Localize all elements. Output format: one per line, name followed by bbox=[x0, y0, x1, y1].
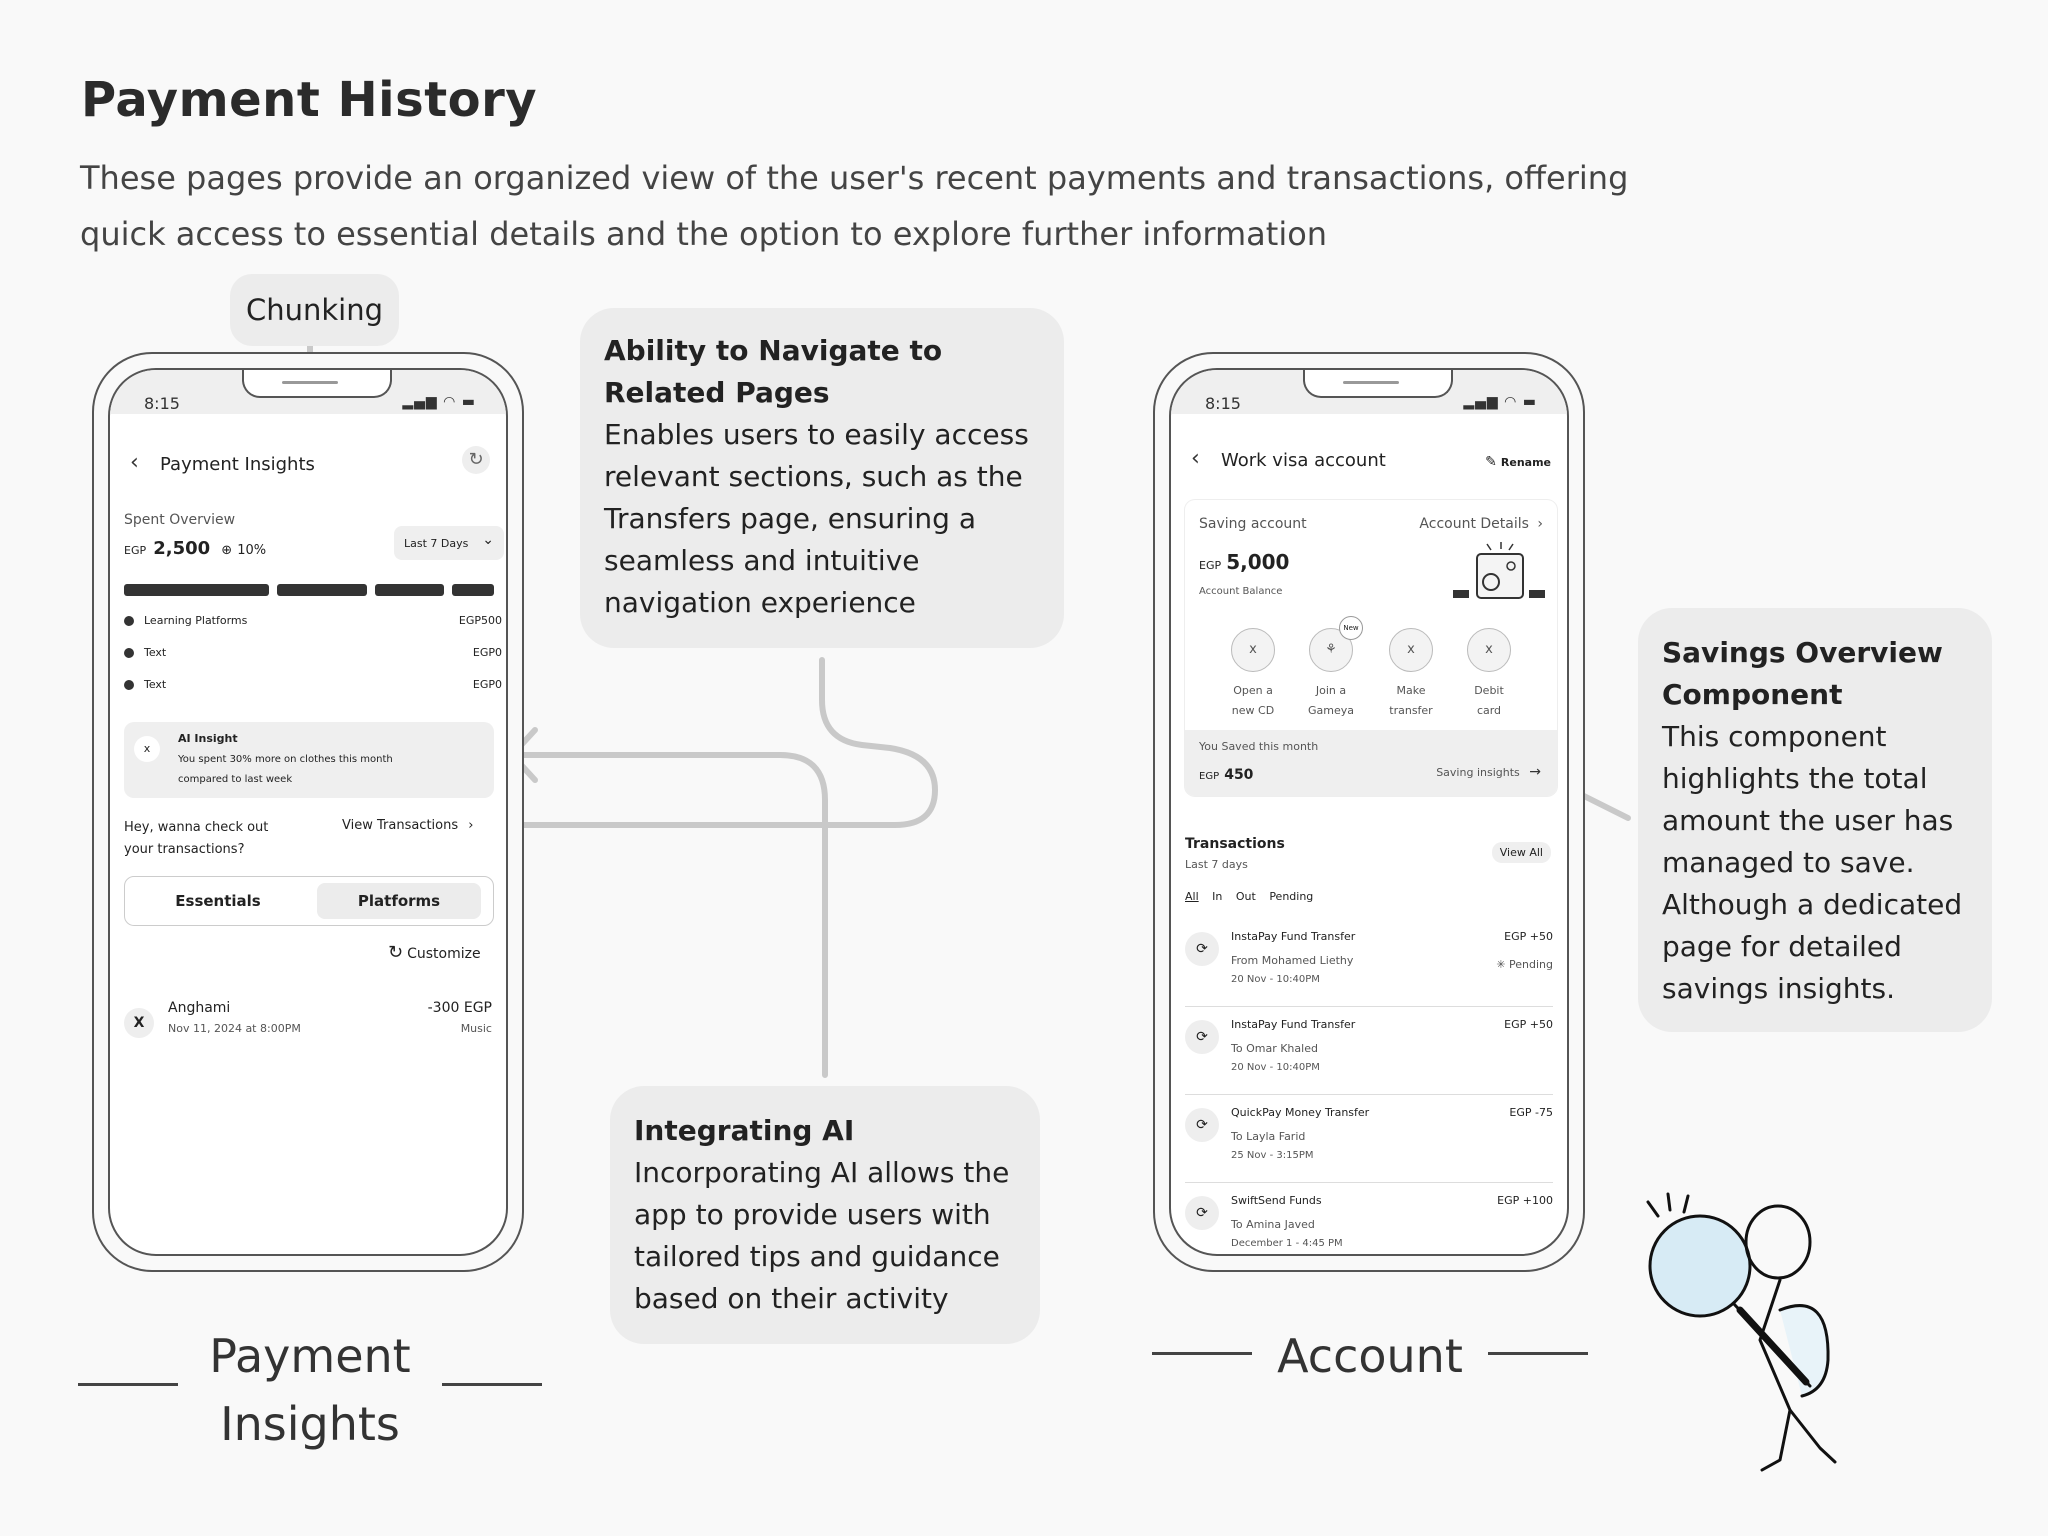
phone-notch bbox=[242, 370, 392, 398]
tab-platforms[interactable]: Platforms bbox=[317, 883, 481, 919]
category-row: Text EGP0 bbox=[124, 678, 502, 691]
transfer-icon: ⟳ bbox=[1185, 1108, 1219, 1142]
category-row: Text EGP0 bbox=[124, 646, 502, 659]
transfer-icon: ⟳ bbox=[1185, 1020, 1219, 1054]
savings-overview-card bbox=[1185, 500, 1557, 796]
back-icon[interactable]: ‹ bbox=[1191, 446, 1200, 471]
caption-rule bbox=[1488, 1352, 1588, 1355]
magnifier-character-illustration bbox=[1630, 1190, 1870, 1490]
transfer-icon: ⟳ bbox=[1185, 1196, 1219, 1230]
transaction-amount: EGP -75 bbox=[1509, 1106, 1553, 1119]
page-title: Payment History bbox=[81, 72, 538, 128]
transaction-title: InstaPay Fund Transfer bbox=[1231, 1018, 1356, 1031]
spend-bar-segment bbox=[124, 584, 269, 596]
transaction-title: InstaPay Fund Transfer bbox=[1231, 930, 1356, 943]
transactions-title: Transactions bbox=[1185, 836, 1285, 852]
account-details-link[interactable]: Account Details › bbox=[1419, 516, 1543, 532]
quick-action-label: card bbox=[1476, 704, 1502, 717]
check-transactions-text: your transactions? bbox=[124, 842, 245, 857]
phone-notch bbox=[1303, 370, 1453, 398]
transaction-row[interactable] bbox=[1185, 1184, 1553, 1256]
quick-action-label: Join a bbox=[1315, 684, 1347, 697]
quick-action-button[interactable]: x bbox=[1231, 628, 1275, 672]
transaction-filters bbox=[1185, 890, 1313, 903]
quick-action-button[interactable]: x bbox=[1467, 628, 1511, 672]
saving-account-label: Saving account bbox=[1199, 516, 1307, 532]
chevron-right-icon: › bbox=[468, 818, 474, 833]
transaction-row[interactable] bbox=[124, 998, 492, 1048]
ai-insight-card[interactable] bbox=[124, 722, 494, 798]
filter-pending[interactable]: Pending bbox=[1269, 890, 1314, 903]
filter-in[interactable]: In bbox=[1212, 890, 1223, 903]
transaction-date: 25 Nov - 3:15PM bbox=[1231, 1150, 1314, 1161]
segment-tabs bbox=[124, 876, 494, 926]
caption-account: Account bbox=[1277, 1329, 1463, 1383]
transaction-amount: EGP +50 bbox=[1504, 1018, 1553, 1031]
ai-insight-text: compared to last week bbox=[178, 774, 293, 785]
transaction-title: SwiftSend Funds bbox=[1231, 1194, 1322, 1207]
range-select[interactable]: Last 7 Days ⌄ bbox=[394, 526, 504, 560]
chevron-down-icon: ⌄ bbox=[482, 532, 494, 548]
account-balance: EGP 5,000 bbox=[1199, 550, 1290, 574]
spend-bar-segment bbox=[452, 584, 494, 596]
transaction-party: To Amina Javed bbox=[1231, 1218, 1315, 1231]
transaction-date: 20 Nov - 10:40PM bbox=[1231, 1062, 1320, 1073]
status-time: 8:15 bbox=[1205, 394, 1241, 413]
transfer-icon: ⟳ bbox=[1185, 932, 1219, 966]
caption-rule bbox=[1152, 1352, 1252, 1355]
phone-screen bbox=[108, 368, 508, 1256]
transaction-amount: -300 EGP bbox=[427, 1000, 492, 1016]
category-dot bbox=[124, 648, 134, 658]
people-icon[interactable]: ⚘ bbox=[1309, 628, 1353, 672]
chunking-label: Chunking bbox=[230, 274, 399, 346]
transaction-title: QuickPay Money Transfer bbox=[1231, 1106, 1370, 1119]
check-transactions-text: Hey, wanna check out bbox=[124, 820, 269, 835]
signal-icon: ▂▄▆ ◠ ▬ bbox=[1463, 394, 1537, 410]
saving-insights-link[interactable]: Saving insights → bbox=[1436, 764, 1541, 780]
trend-up-icon: ⊕ bbox=[221, 543, 233, 558]
callout-savings bbox=[1638, 608, 1992, 1032]
spend-bar-segment bbox=[277, 584, 367, 596]
rename-button[interactable]: ✎ Rename bbox=[1485, 454, 1551, 470]
ai-insight-text: You spent 30% more on clothes this month bbox=[178, 754, 393, 765]
callout-navigate bbox=[580, 308, 1064, 648]
phone-account bbox=[1153, 352, 1585, 1272]
transaction-row[interactable] bbox=[1185, 1096, 1553, 1183]
tab-essentials[interactable]: Essentials bbox=[175, 892, 261, 910]
status-time: 8:15 bbox=[144, 394, 180, 413]
phone-screen bbox=[1169, 368, 1569, 1256]
signal-icon: ▂▄▆ ◠ ▬ bbox=[402, 394, 476, 410]
quick-action-label: Make bbox=[1396, 684, 1426, 697]
back-icon[interactable]: ‹ bbox=[130, 450, 139, 475]
quick-action-label: Debit bbox=[1474, 684, 1504, 697]
screen-title: Work visa account bbox=[1221, 450, 1386, 471]
pencil-icon: ✎ bbox=[1485, 454, 1497, 470]
category-dot bbox=[124, 616, 134, 626]
balance-value: 5,000 bbox=[1226, 550, 1290, 574]
quick-action-label: Open a bbox=[1233, 684, 1273, 697]
screen-title: Payment Insights bbox=[160, 454, 315, 475]
transaction-status: ✳ Pending bbox=[1496, 958, 1553, 971]
page-subtitle: These pages provide an organized view of the user's recent payments and transactions, offering quick access to essential details and the option to explore further information bbox=[80, 159, 1629, 253]
transaction-amount: EGP +50 bbox=[1504, 930, 1553, 943]
transaction-party: To Omar Khaled bbox=[1231, 1042, 1318, 1055]
callout-ai-body: Incorporating AI allows the app to provide users with tailored tips and guidance based on their activity bbox=[634, 1156, 1010, 1315]
callout-savings-body: This component highlights the total amount the user has managed to save. Although a dedicated page for detailed savings insights. bbox=[1662, 720, 1963, 1005]
filter-all[interactable]: All bbox=[1185, 890, 1199, 903]
caption-rule bbox=[78, 1383, 178, 1386]
quick-action-label: transfer bbox=[1389, 704, 1433, 717]
new-badge: New bbox=[1339, 616, 1363, 640]
spent-overview-label: Spent Overview bbox=[124, 512, 236, 528]
refresh-icon[interactable]: ↻ bbox=[462, 446, 490, 474]
transaction-party: To Layla Farid bbox=[1231, 1130, 1306, 1143]
saved-label: You Saved this month bbox=[1199, 740, 1319, 753]
customize-button[interactable]: ↻ Customize bbox=[388, 942, 481, 963]
transaction-amount: EGP +100 bbox=[1497, 1194, 1553, 1207]
callout-navigate-title: Ability to Navigate to Related Pages bbox=[604, 334, 943, 409]
category-dot bbox=[124, 680, 134, 690]
spend-bar-segment bbox=[375, 584, 444, 596]
transaction-name: Anghami bbox=[168, 1000, 231, 1016]
transaction-date: December 1 - 4:45 PM bbox=[1231, 1238, 1343, 1249]
transaction-category: Music bbox=[460, 1022, 492, 1035]
filter-out[interactable]: Out bbox=[1235, 890, 1256, 903]
transaction-icon: X bbox=[124, 1008, 154, 1038]
arrow-right-icon: → bbox=[1529, 764, 1541, 780]
quick-action-label: Gameya bbox=[1308, 704, 1354, 717]
caption-payment-insights: Payment Insights bbox=[209, 1329, 411, 1451]
saved-amount: EGP 450 bbox=[1199, 767, 1254, 783]
transactions-subtitle: Last 7 days bbox=[1185, 858, 1248, 871]
transaction-row[interactable] bbox=[1185, 1008, 1553, 1095]
transaction-date: 20 Nov - 10:40PM bbox=[1231, 974, 1320, 985]
spent-amount: EGP 2,500 ⊕ 10% bbox=[124, 538, 267, 559]
phone-payment-insights bbox=[92, 352, 524, 1272]
transaction-party: From Mohamed Liethy bbox=[1231, 954, 1354, 967]
change-percent: 10% bbox=[237, 543, 267, 558]
caption-rule bbox=[442, 1383, 542, 1386]
transaction-date: Nov 11, 2024 at 8:00PM bbox=[168, 1022, 301, 1035]
safe-illustration-icon bbox=[1447, 540, 1547, 602]
refresh-icon: ↻ bbox=[388, 942, 404, 963]
balance-label: Account Balance bbox=[1199, 586, 1283, 597]
transaction-row[interactable] bbox=[1185, 920, 1553, 1007]
ai-insight-title: AI Insight bbox=[178, 732, 238, 745]
callout-ai bbox=[610, 1086, 1040, 1344]
ai-insight-icon: x bbox=[134, 736, 160, 762]
callout-ai-title: Integrating AI bbox=[634, 1114, 855, 1147]
callout-navigate-body: Enables users to easily access relevant sections, such as the Transfers page, ensuring a seamless and intuitive navigation experience bbox=[604, 418, 1029, 619]
quick-action-label: new CD bbox=[1231, 704, 1275, 717]
chevron-right-icon: › bbox=[1537, 516, 1543, 532]
saved-this-month bbox=[1185, 730, 1557, 796]
view-all-button[interactable]: View All bbox=[1492, 842, 1551, 863]
view-transactions-link[interactable]: View Transactions › bbox=[342, 818, 474, 833]
callout-savings-title: Savings Overview Component bbox=[1662, 636, 1943, 711]
spent-value: 2,500 bbox=[153, 538, 211, 559]
category-row: Learning Platforms EGP500 bbox=[124, 614, 502, 627]
quick-action-button[interactable]: x bbox=[1389, 628, 1433, 672]
